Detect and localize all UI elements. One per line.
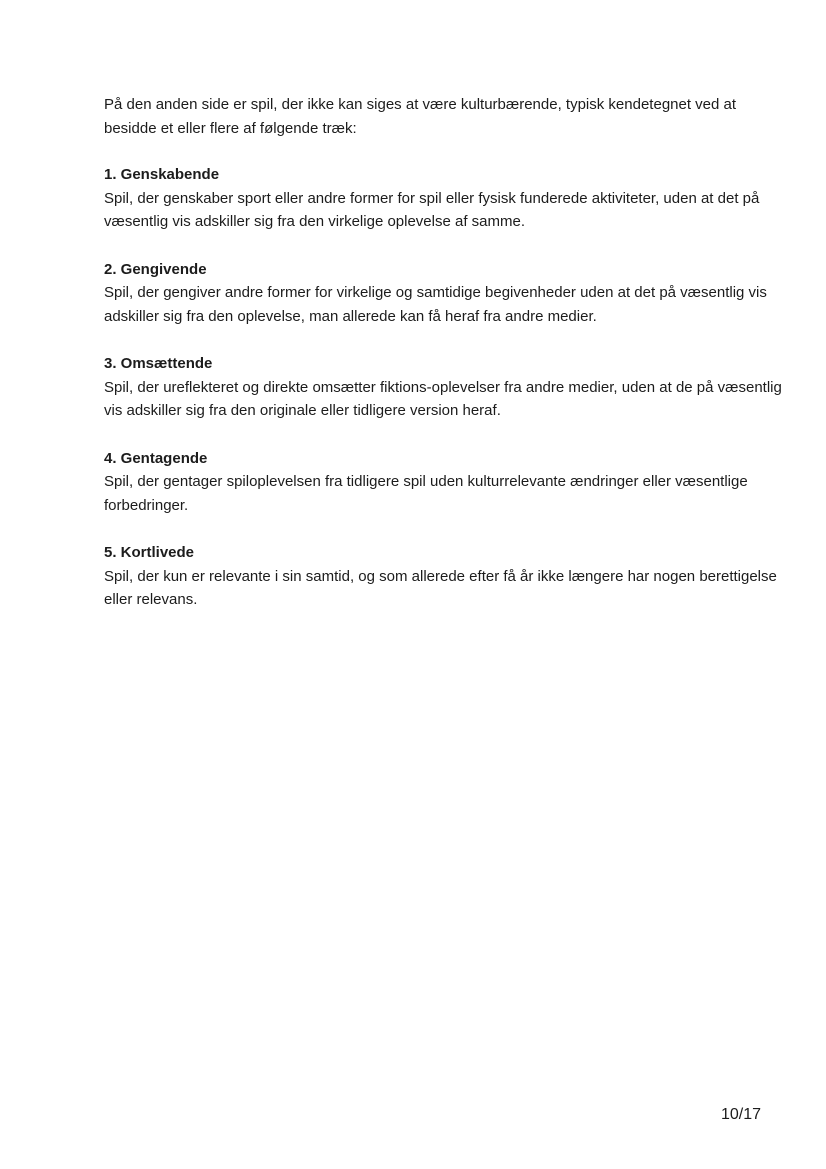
section-heading: 2. Gengivende (104, 260, 207, 278)
section-kortlivede (104, 541, 784, 612)
intro-paragraph: På den anden side er spil, der ikke kan siges at være kulturbærende, typisk kendetegnet ved at besidde et eller flere af følgende træk: (104, 96, 737, 137)
section-body: Spil, der gentager spiloplevelsen fra tidligere spil uden kulturrelevante ændringer eller væsentlige forbedringer. (104, 473, 748, 514)
section-genskabende (104, 163, 784, 234)
section-body: Spil, der gengiver andre former for virkelige og samtidige begivenheder uden at det på væsentlig vis adskiller sig fra den oplevelse, man allerede kan få heraf fra andre medier. (104, 284, 767, 325)
section-omsaettende (104, 352, 784, 423)
page-number: 10/17 (720, 1106, 761, 1123)
section-heading: 3. Omsættende (104, 355, 213, 372)
page-content (104, 93, 784, 636)
section-heading: 5. Kortlivede (104, 544, 195, 561)
section-heading: 1. Genskabende (104, 166, 220, 183)
section-body: Spil, der genskaber sport eller andre former for spil eller fysisk funderede aktiviteter, uden at det på væsentlig vis adskiller sig fra den virkelige oplevelse af samme. (104, 189, 760, 230)
section-body: Spil, der kun er relevante i sin samtid, og som allerede efter få år ikke længere har nogen berettigelse eller relevans. (104, 567, 777, 608)
section-body: Spil, der ureflekteret og direkte omsætter fiktions-oplevelser fra andre medier, uden at de på væsentlig vis adskiller sig fra den originale eller tidligere version heraf. (104, 378, 782, 419)
section-gentagende (104, 447, 784, 518)
section-gengivende (104, 258, 784, 329)
section-heading: 4. Gentagende (104, 449, 208, 467)
